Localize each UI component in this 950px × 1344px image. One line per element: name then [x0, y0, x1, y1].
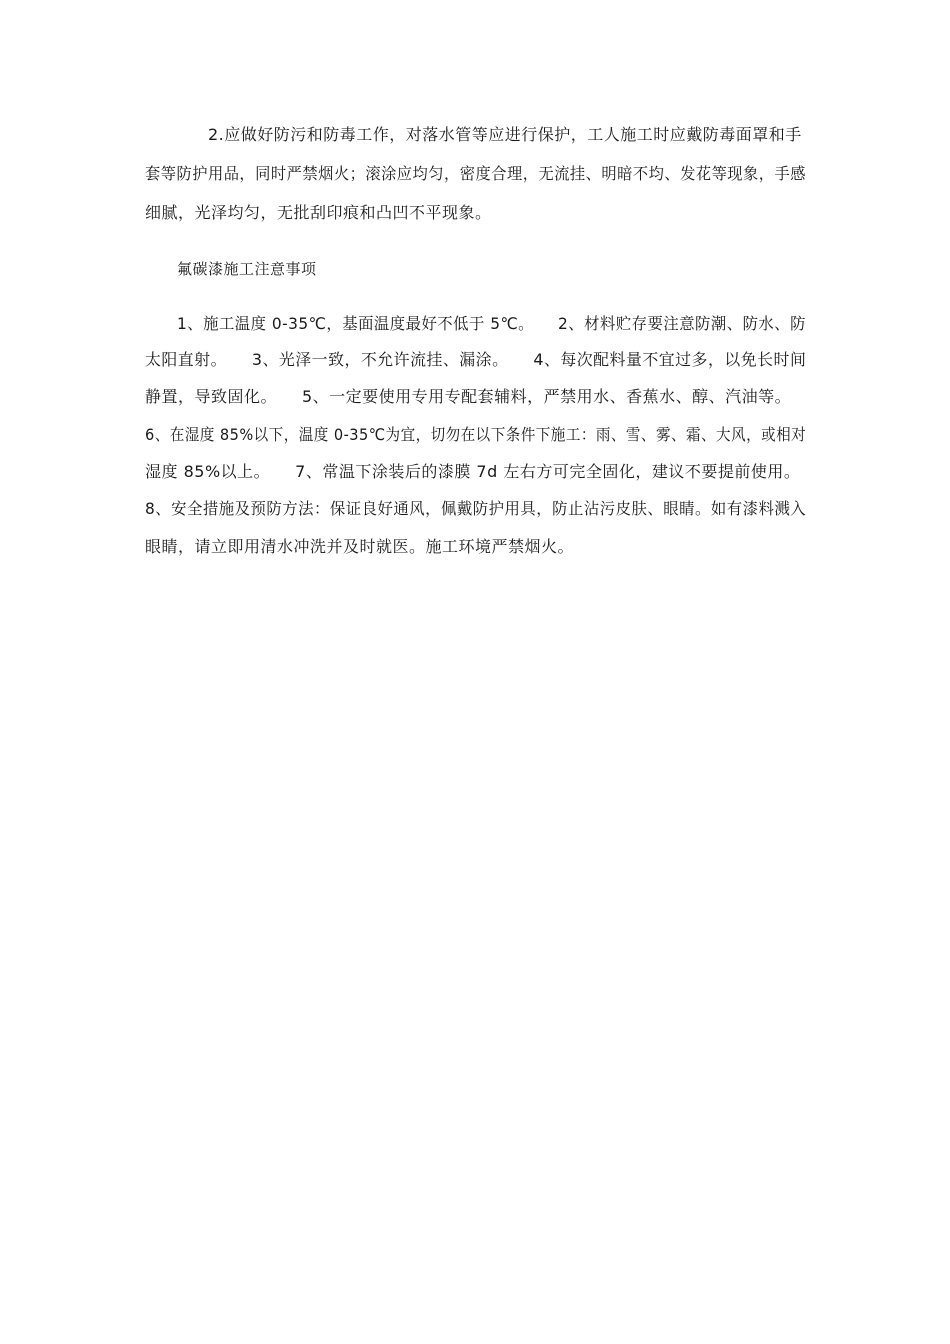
- section-title: 氟碳漆施工注意事项: [177, 260, 317, 278]
- notes-line-3: 静置，导致固化。 5、一定要使用专用专配套辅料，严禁用水、香蕉水、醇、汽油等。: [145, 387, 792, 406]
- notes-line-4: 6、在湿度 85%以下，温度 0-35℃为宜，切勿在以下条件下施工：雨、雪、雾、霜、大风，或相对: [145, 425, 807, 444]
- paragraph-2-line-2: 套等防护用品，同时严禁烟火；滚涂应均匀，密度合理，无流挂、明暗不均、发花等现象，手感: [145, 164, 807, 183]
- paragraph-2-line-3: 细腻，光泽均匀，无批刮印痕和凸凹不平现象。: [145, 203, 492, 222]
- notes-line-2: 太阳直射。 3、光泽一致，不允许流挂、漏涂。 4、每次配料量不宜过多，以免长时间: [145, 350, 807, 369]
- notes-line-7: 眼睛，请立即用清水冲洗并及时就医。施工环境严禁烟火。: [145, 537, 575, 556]
- paragraph-2-line-1: 2.应做好防污和防毒工作，对落水管等应进行保护，工人施工时应戴防毒面罩和手: [208, 125, 802, 144]
- notes-line-1: 1、施工温度 0-35℃，基面温度最好不低于 5℃。 2、材料贮存要注意防潮、防水、防: [177, 314, 806, 333]
- notes-line-5: 湿度 85%以上。 7、常温下涂装后的漆膜 7d 左右方可完全固化，建议不要提前使用。: [145, 462, 801, 481]
- notes-line-6: 8、安全措施及预防方法：保证良好通风，佩戴防护用具，防止沾污皮肤、眼睛。如有漆料溅入: [145, 499, 807, 518]
